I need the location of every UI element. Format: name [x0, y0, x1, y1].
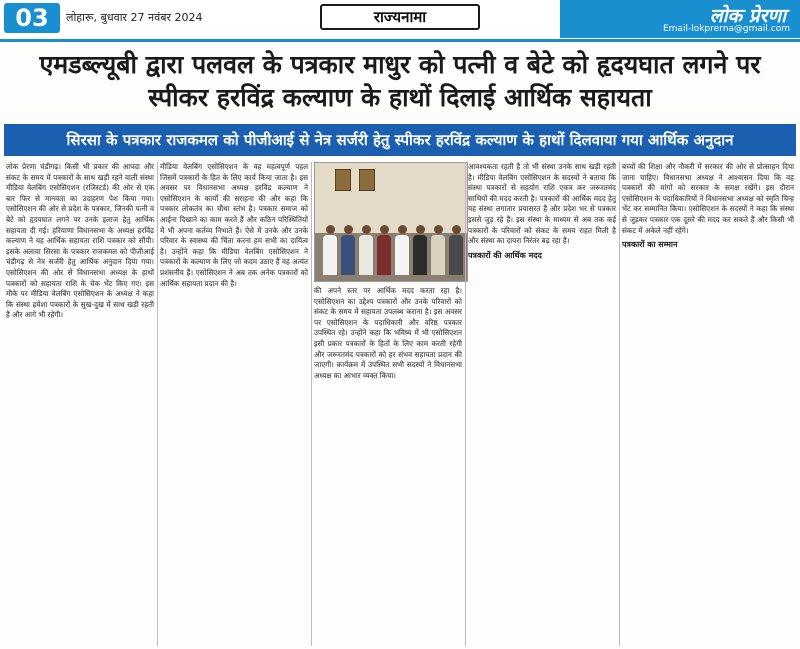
article-body	[6, 162, 794, 646]
column-text: लोक प्रेरणा चंडीगढ़। किसी भी प्रकार की आपदा और संकट के समय में पत्रकारों के साथ खड़ी रहने वाली संस्था मीडिया वेलबिंग एसोसिएशन (रजिस्टर्ड) की ओर से एक बार फिर से मानवता का उदाहरण पेश किया गया। एसोसिएशन की ओर से प्रदेश के पत्रकार, जिनकी पत्नी व बेटे को हृदयघात लगने पर उनके इलाज हेतु आर्थिक सहायता दी गई। हरियाणा विधानसभा के अध्यक्ष हरविंद्र कल्याण ने यह आर्थिक सहायता राशि पत्रकार को सौंपी। इसके अलावा सिरसा के पत्रकार राजकमल को पीजीआई चंडीगढ़ से नेत्र सर्जरी हेतु आर्थिक अनुदान दिया गया। एसोसिएशन की ओर से विधानसभा अध्यक्ष के हाथों पत्रकारों को सहायता राशि के चेक भेंट किए गए। इस मौके पर मीडिया वेलबिंग एसोसिएशन के अध्यक्ष ने कहा कि संस्था हमेशा पत्रकारों के सुख-दुख में साथ खड़ी रहती है और आगे भी रहेगी।	[6, 162, 154, 320]
article-column-1	[6, 162, 154, 646]
sub-headline: सिरसा के पत्रकार राजकमल को पीजीआई से नेत्र सर्जरी हेतु स्पीकर हरविंद्र कल्याण के हाथों दिलवाया गया आर्थिक अनुदान	[4, 124, 796, 156]
person-figure	[323, 225, 337, 275]
column-divider	[311, 162, 312, 646]
person-figure	[341, 225, 355, 275]
photo-floor	[315, 233, 468, 282]
main-headline: एमडब्ल्यूबी द्वारा पलवल के पत्रकार माधुर को पत्नी व बेटे को हृदयघात लगने पर स्पीकर हरविंद्र कल्याण के हाथों दिलाई आर्थिक सहायता	[39, 50, 761, 112]
column-divider	[619, 162, 620, 646]
column-divider	[157, 162, 158, 646]
person-figure	[431, 225, 445, 275]
section-title: राज्यनामा	[320, 4, 480, 30]
page-number: 03	[4, 3, 60, 33]
header-divider	[0, 39, 800, 42]
brand-block	[560, 0, 800, 38]
brand-name: लोक प्रेरणा	[709, 5, 786, 27]
masthead	[0, 0, 800, 38]
event-photo	[314, 162, 468, 282]
person-figure	[395, 225, 409, 275]
photo-frame	[359, 169, 375, 191]
article-column-3	[314, 286, 462, 646]
column-text: बच्चों की शिक्षा और नौकरी में सरकार की ओर से प्रोत्साहन दिया जाना चाहिए। विधानसभा अध्यक्ष ने आश्वासन दिया कि वह पत्रकारों की मांगों को सरकार के समक्ष रखेंगे। इस दौरान एसोसिएशन के पदाधिकारियों ने विधानसभा अध्यक्ष को स्मृति चिन्ह भेंट कर सम्मानित किया। एसोसिएशन के सदस्यों ने कहा कि संस्था से जुड़कर पत्रकार एक दूसरे की मदद कर सकते हैं और किसी भी संकट में अकेले नहीं रहेंगे।	[622, 162, 794, 235]
column-divider	[465, 162, 466, 646]
column-text: की अपने स्तर पर आर्थिक मदद करता रहा है। एसोसिएशन का उद्देश्य पत्रकारों और उनके परिवारों को संकट के समय में सहायता उपलब्ध कराना है। इस अवसर पर एसोसिएशन के पदाधिकारी और वरिष्ठ पत्रकार उपस्थित रहे। उन्होंने कहा कि भविष्य में भी एसोसिएशन इसी प्रकार पत्रकारों के हितों के लिए काम करती रहेगी और जरूरतमंद पत्रकारों को हर संभव सहायता प्रदान की जाएगी। कार्यक्रम में उपस्थित सभी सदस्यों ने विधानसभा अध्यक्ष का आभार व्यक्त किया।	[314, 286, 462, 380]
column-text: मीडिया वेलबिंग एसोसिएशन के वह महत्वपूर्ण पहल जिसमें पत्रकारों के हित के लिए कार्य किया जाता है। इस अवसर पर विधानसभा अध्यक्ष हरविंद्र कल्याण ने एसोसिएशन के कार्यों की सराहना की और कहा कि पत्रकार लोकतंत्र का चौथा स्तंभ है। पत्रकार समाज को आईना दिखाने का काम करते हैं और कठिन परिस्थितियों में भी अपना कर्तव्य निभाते हैं। ऐसे में उनके और उनके परिवार के स्वास्थ्य की चिंता करना हम सभी का दायित्व है। उन्होंने कहा कि मीडिया वेलबिंग एसोसिएशन ने पत्रकारों के कल्याण के लिए जो कदम उठाए हैं वह अत्यंत प्रशंसनीय हैं। एसोसिएशन ने अब तक अनेक पत्रकारों को आर्थिक सहायता प्रदान की है।	[160, 162, 308, 288]
article-column-2	[160, 162, 308, 646]
date-line: लोहारू, बुधवार 27 नवंबर 2024	[66, 11, 203, 24]
person-figure	[359, 225, 373, 275]
article-subhead: पत्रकारों की आर्थिक मदद	[468, 250, 542, 260]
person-figure	[449, 225, 463, 275]
article-column-5	[622, 162, 794, 646]
person-figure	[377, 225, 391, 275]
column-text: आवश्यकता रहती है तो भी संस्था उनके साथ खड़ी रहती है। मीडिया वेलबिंग एसोसिएशन के सदस्यों ने बताया कि संस्था पत्रकारों से सहयोग राशि एकत्र कर जरूरतमंद साथियों की मदद करती है। पत्रकारों की आर्थिक मदद हेतु यह संस्था लगातार प्रयासरत है और प्रदेश भर से पत्रकार इससे जुड़ रहे हैं। इस संस्था के माध्यम से अब तक कई पत्रकारों के परिवारों को संकट के समय राहत मिली है और संस्था का दायरा निरंतर बढ़ रहा है।	[468, 162, 616, 246]
brand-email: Email-lokprerna@gmail.com	[662, 24, 790, 34]
article-column-4	[468, 162, 616, 646]
photo-frame	[335, 169, 351, 191]
person-figure	[413, 225, 427, 275]
article-subhead: पत्रकारों का सम्मान	[622, 240, 678, 250]
